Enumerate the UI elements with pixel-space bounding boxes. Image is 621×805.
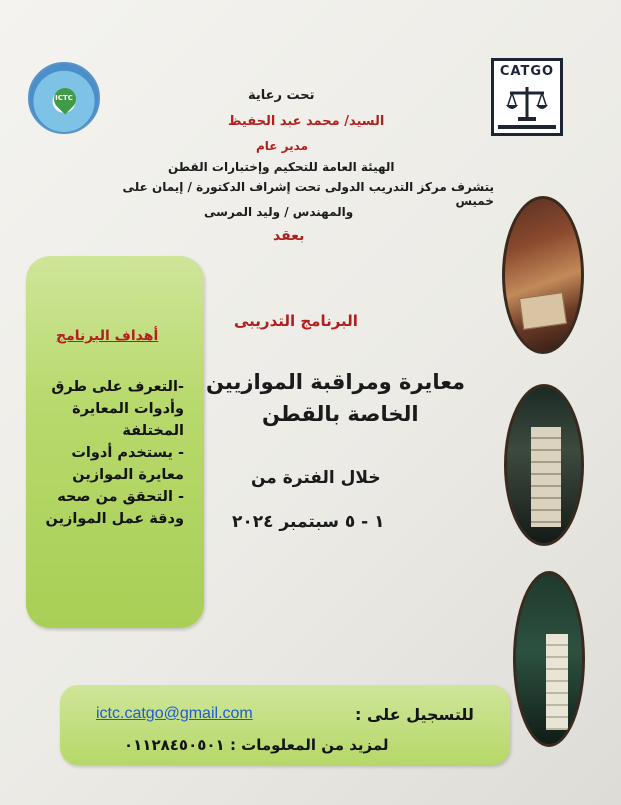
goals-item: -التعرف على طرق	[51, 379, 184, 395]
patron-name: السيد/ محمد عبد الحفيظ	[228, 114, 385, 129]
program-title-line-2: الخاصة بالقطن	[262, 402, 419, 426]
weights-stack-shape	[531, 427, 561, 527]
cotton-bale-shape	[519, 292, 567, 330]
program-dates: ١ - ٥ سبتمبر ٢٠٢٤	[232, 512, 385, 532]
program-label: البرنامج التدريبى	[234, 312, 358, 330]
email-link[interactable]: ictc.catgo@gmail.com	[96, 705, 253, 722]
goals-item: المختلفة	[122, 423, 184, 439]
goals-item: - يستخدم أدوات	[71, 445, 184, 461]
ictc-logo-text: ICTC	[55, 94, 73, 102]
goals-item: وأدوات المعايرة	[72, 401, 184, 417]
goals-item: - التحقق من صحه	[57, 489, 184, 505]
description-line-1: يتشرف مركز التدريب الدولى تحت إشراف الدكتورة / إيمان على خميس	[122, 180, 494, 208]
catgo-logo-text: CATGO	[499, 64, 555, 79]
scale-photo-1	[502, 196, 584, 354]
scale-photo-2	[504, 384, 584, 546]
info-phone-line: لمزيد من المعلومات : ٠١١٢٨٤٥٠٥٠١	[124, 736, 389, 754]
period-label: خلال الفترة من	[251, 468, 381, 488]
organizes-label: بعقد	[273, 228, 305, 244]
program-title-line-1: معايرة ومراقبة الموازيين	[206, 370, 466, 394]
ictc-logo-icon	[28, 62, 100, 134]
goals-item: معايرة الموازين	[72, 467, 184, 483]
goals-item: ودقة عمل الموازين	[45, 511, 184, 527]
logo-bar	[498, 125, 556, 129]
description-line-2: والمهندس / وليد المرسى	[204, 205, 354, 219]
patron-title: مدير عام	[256, 139, 309, 153]
catgo-logo-icon	[491, 58, 563, 136]
weights-stack-shape	[546, 634, 568, 730]
goals-list	[30, 376, 184, 530]
patron-label: تحت رعاية	[248, 88, 315, 103]
register-label: للتسجيل على :	[355, 705, 474, 724]
balance-scale-icon	[504, 83, 550, 123]
authority-name: الهيئة العامة للتحكيم وإختبارات القطن	[168, 160, 395, 174]
goals-title: أهداف البرنامج	[56, 328, 159, 344]
scale-photo-3	[513, 571, 585, 747]
